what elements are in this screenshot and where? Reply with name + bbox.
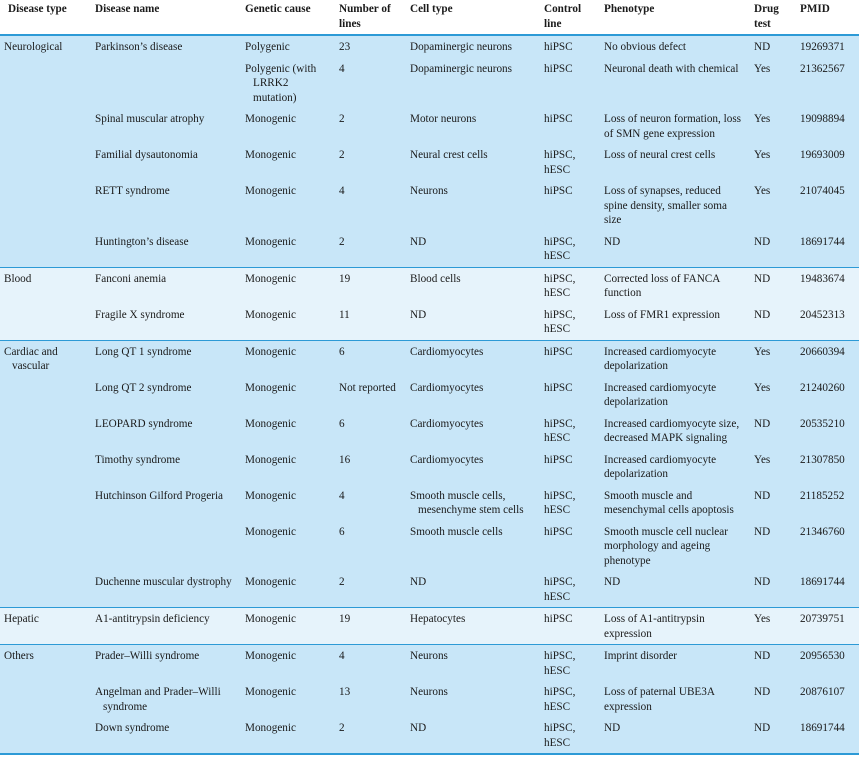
cell-type-cell: ND: [406, 231, 540, 268]
control-line-cell: hiPSC: [540, 521, 600, 572]
genetic-cause-cell: Polygenic (with LRRK2 mutation): [241, 58, 335, 109]
drug-test-cell: ND: [750, 521, 796, 572]
genetic-cause-cell: Monogenic: [241, 180, 335, 231]
genetic-cause-cell: Monogenic: [241, 144, 335, 180]
number-of-lines-cell: 2: [335, 231, 406, 268]
pmid-cell: 18691744: [796, 571, 859, 608]
drug-test-cell: Yes: [750, 449, 796, 485]
header-genetic-cause: Genetic cause: [245, 3, 311, 15]
phenotype-cell: Corrected loss of FANCA function: [600, 267, 750, 304]
disease-type-cell: [0, 304, 91, 341]
table-row: [0, 645, 859, 682]
disease-name-cell: Fanconi anemia: [91, 267, 241, 304]
phenotype-cell: Smooth muscle and mesenchymal cells apoptosis: [600, 485, 750, 521]
genetic-cause-cell: Monogenic: [241, 449, 335, 485]
control-line-cell: hiPSC: [540, 180, 600, 231]
drug-test-cell: Yes: [750, 180, 796, 231]
drug-test-cell: Yes: [750, 58, 796, 109]
disease-name-cell: Huntington’s disease: [91, 231, 241, 268]
pmid-cell: 19269371: [796, 35, 859, 58]
cell-type-cell: Neurons: [406, 681, 540, 717]
pmid-cell: 20535210: [796, 413, 859, 449]
drug-test-cell: ND: [750, 231, 796, 268]
table-row: [0, 35, 859, 58]
phenotype-cell: Neuronal death with chemical: [600, 58, 750, 109]
control-line-cell: hiPSC, hESC: [540, 231, 600, 268]
number-of-lines-cell: 2: [335, 144, 406, 180]
drug-test-cell: ND: [750, 645, 796, 682]
number-of-lines-cell: 2: [335, 108, 406, 144]
number-of-lines-cell: 11: [335, 304, 406, 341]
pmid-cell: 21074045: [796, 180, 859, 231]
header-phenotype: Phenotype: [604, 3, 655, 15]
header-pmid: PMID: [800, 3, 830, 15]
control-line-cell: hiPSC, hESC: [540, 413, 600, 449]
disease-name-cell: Prader–Willi syndrome: [91, 645, 241, 682]
disease-type-cell: [0, 521, 91, 572]
table-row: [0, 413, 859, 449]
genetic-cause-cell: Monogenic: [241, 267, 335, 304]
disease-name-cell: Parkinson’s disease: [91, 35, 241, 58]
control-line-cell: hiPSC: [540, 340, 600, 377]
number-of-lines-cell: 4: [335, 180, 406, 231]
table-row: [0, 231, 859, 268]
disease-name-cell: [91, 521, 241, 572]
header-number-of-lines: Number of lines: [339, 3, 391, 30]
pmid-cell: 21346760: [796, 521, 859, 572]
header-cell-type: Cell type: [410, 3, 453, 15]
pmid-cell: 20876107: [796, 681, 859, 717]
table-row: [0, 144, 859, 180]
genetic-cause-cell: Monogenic: [241, 608, 335, 645]
phenotype-cell: Increased cardiomyocyte size, decreased MAPK signaling: [600, 413, 750, 449]
genetic-cause-cell: Monogenic: [241, 340, 335, 377]
cell-type-cell: Smooth muscle cells, mesenchyme stem cells: [406, 485, 540, 521]
pmid-cell: 21362567: [796, 58, 859, 109]
disease-name-cell: LEOPARD syndrome: [91, 413, 241, 449]
genetic-cause-cell: Monogenic: [241, 304, 335, 341]
genetic-cause-cell: Monogenic: [241, 645, 335, 682]
genetic-cause-cell: Monogenic: [241, 717, 335, 754]
table-row: [0, 340, 859, 377]
pmid-cell: 20956530: [796, 645, 859, 682]
pmid-cell: 19693009: [796, 144, 859, 180]
phenotype-cell: Loss of A1-antitrypsin expression: [600, 608, 750, 645]
disease-type-cell: [0, 180, 91, 231]
phenotype-cell: Loss of FMR1 expression: [600, 304, 750, 341]
drug-test-cell: ND: [750, 35, 796, 58]
table-row: [0, 58, 859, 109]
genetic-cause-cell: Monogenic: [241, 571, 335, 608]
phenotype-cell: Smooth muscle cell nuclear morphology and ageing phenotype: [600, 521, 750, 572]
number-of-lines-cell: 13: [335, 681, 406, 717]
cell-type-cell: ND: [406, 304, 540, 341]
number-of-lines-cell: 4: [335, 645, 406, 682]
disease-name-cell: Duchenne muscular dystrophy: [91, 571, 241, 608]
cell-type-cell: Neurons: [406, 645, 540, 682]
control-line-cell: hiPSC: [540, 608, 600, 645]
drug-test-cell: Yes: [750, 108, 796, 144]
pmid-cell: 21307850: [796, 449, 859, 485]
cell-type-cell: Dopaminergic neurons: [406, 35, 540, 58]
drug-test-cell: ND: [750, 717, 796, 754]
disease-type-cell: [0, 571, 91, 608]
control-line-cell: hiPSC, hESC: [540, 717, 600, 754]
phenotype-cell: ND: [600, 717, 750, 754]
cell-type-cell: Cardiomyocytes: [406, 340, 540, 377]
pmid-cell: 20660394: [796, 340, 859, 377]
genetic-cause-cell: Monogenic: [241, 681, 335, 717]
cell-type-cell: Cardiomyocytes: [406, 413, 540, 449]
cell-type-cell: Neurons: [406, 180, 540, 231]
header-control-line: Control line: [544, 3, 582, 30]
disease-type-cell: Blood: [0, 267, 91, 304]
disease-name-cell: Timothy syndrome: [91, 449, 241, 485]
cell-type-cell: Smooth muscle cells: [406, 521, 540, 572]
header-row: [0, 0, 859, 35]
number-of-lines-cell: 23: [335, 35, 406, 58]
table-row: [0, 267, 859, 304]
number-of-lines-cell: 4: [335, 485, 406, 521]
phenotype-cell: Imprint disorder: [600, 645, 750, 682]
table-body: [0, 35, 859, 754]
number-of-lines-cell: 6: [335, 521, 406, 572]
control-line-cell: hiPSC, hESC: [540, 267, 600, 304]
phenotype-cell: ND: [600, 231, 750, 268]
table-row: [0, 608, 859, 645]
disease-name-cell: Familial dysautonomia: [91, 144, 241, 180]
drug-test-cell: ND: [750, 681, 796, 717]
control-line-cell: hiPSC: [540, 108, 600, 144]
cell-type-cell: Motor neurons: [406, 108, 540, 144]
table-row: [0, 108, 859, 144]
control-line-cell: hiPSC, hESC: [540, 681, 600, 717]
phenotype-cell: Increased cardiomyocyte depolarization: [600, 340, 750, 377]
pmid-cell: 20452313: [796, 304, 859, 341]
disease-type-cell: [0, 144, 91, 180]
disease-name-cell: Long QT 1 syndrome: [91, 340, 241, 377]
table-row: [0, 304, 859, 341]
disease-type-cell: [0, 377, 91, 413]
disease-type-cell: Others: [0, 645, 91, 682]
disease-type-cell: [0, 681, 91, 717]
disease-type-cell: [0, 58, 91, 109]
drug-test-cell: Yes: [750, 377, 796, 413]
control-line-cell: hiPSC, hESC: [540, 571, 600, 608]
table-header: [0, 0, 859, 35]
drug-test-cell: Yes: [750, 340, 796, 377]
pmid-cell: 18691744: [796, 717, 859, 754]
genetic-cause-cell: Monogenic: [241, 108, 335, 144]
control-line-cell: hiPSC: [540, 35, 600, 58]
table-row: [0, 377, 859, 413]
drug-test-cell: ND: [750, 413, 796, 449]
control-line-cell: hiPSC, hESC: [540, 645, 600, 682]
pmid-cell: 18691744: [796, 231, 859, 268]
cell-type-cell: Hepatocytes: [406, 608, 540, 645]
pmid-cell: 21185252: [796, 485, 859, 521]
table-row: [0, 449, 859, 485]
phenotype-cell: Loss of synapses, reduced spine density, smaller soma size: [600, 180, 750, 231]
disease-type-cell: [0, 485, 91, 521]
number-of-lines-cell: Not reported: [335, 377, 406, 413]
number-of-lines-cell: 19: [335, 608, 406, 645]
drug-test-cell: ND: [750, 485, 796, 521]
control-line-cell: hiPSC, hESC: [540, 144, 600, 180]
cell-type-cell: Blood cells: [406, 267, 540, 304]
cell-type-cell: Cardiomyocytes: [406, 449, 540, 485]
control-line-cell: hiPSC: [540, 58, 600, 109]
disease-type-cell: [0, 717, 91, 754]
number-of-lines-cell: 6: [335, 340, 406, 377]
genetic-cause-cell: Monogenic: [241, 413, 335, 449]
number-of-lines-cell: 16: [335, 449, 406, 485]
number-of-lines-cell: 4: [335, 58, 406, 109]
disease-name-cell: RETT syndrome: [91, 180, 241, 231]
disease-type-cell: [0, 108, 91, 144]
table-row: [0, 521, 859, 572]
pmid-cell: 19098894: [796, 108, 859, 144]
drug-test-cell: Yes: [750, 144, 796, 180]
drug-test-cell: ND: [750, 571, 796, 608]
disease-name-cell: [91, 58, 241, 109]
control-line-cell: hiPSC: [540, 377, 600, 413]
pmid-cell: 19483674: [796, 267, 859, 304]
table-row: [0, 717, 859, 754]
genetic-cause-cell: Monogenic: [241, 521, 335, 572]
cell-type-cell: Dopaminergic neurons: [406, 58, 540, 109]
header-disease-name: Disease name: [95, 3, 160, 15]
disease-type-cell: [0, 413, 91, 449]
disease-type-cell: [0, 449, 91, 485]
phenotype-cell: Loss of neural crest cells: [600, 144, 750, 180]
cell-type-cell: ND: [406, 717, 540, 754]
control-line-cell: hiPSC: [540, 449, 600, 485]
cell-type-cell: Neural crest cells: [406, 144, 540, 180]
phenotype-cell: ND: [600, 571, 750, 608]
genetic-cause-cell: Monogenic: [241, 377, 335, 413]
control-line-cell: hiPSC, hESC: [540, 485, 600, 521]
phenotype-cell: Increased cardiomyocyte depolarization: [600, 449, 750, 485]
disease-name-cell: Hutchinson Gilford Progeria: [91, 485, 241, 521]
table-row: [0, 180, 859, 231]
pmid-cell: 21240260: [796, 377, 859, 413]
genetic-cause-cell: Monogenic: [241, 231, 335, 268]
disease-name-cell: Fragile X syndrome: [91, 304, 241, 341]
disease-name-cell: Down syndrome: [91, 717, 241, 754]
disease-type-cell: [0, 231, 91, 268]
number-of-lines-cell: 2: [335, 717, 406, 754]
disease-type-cell: Hepatic: [0, 608, 91, 645]
disease-name-cell: Angelman and Prader–Willi syndrome: [91, 681, 241, 717]
table-row: [0, 571, 859, 608]
phenotype-cell: No obvious defect: [600, 35, 750, 58]
table-row: [0, 485, 859, 521]
pmid-cell: 20739751: [796, 608, 859, 645]
control-line-cell: hiPSC, hESC: [540, 304, 600, 341]
disease-name-cell: A1-antitrypsin deficiency: [91, 608, 241, 645]
phenotype-cell: Loss of neuron formation, loss of SMN gene expression: [600, 108, 750, 144]
number-of-lines-cell: 6: [335, 413, 406, 449]
drug-test-cell: ND: [750, 267, 796, 304]
number-of-lines-cell: 2: [335, 571, 406, 608]
disease-name-cell: Long QT 2 syndrome: [91, 377, 241, 413]
cell-type-cell: ND: [406, 571, 540, 608]
phenotype-cell: Loss of paternal UBE3A expression: [600, 681, 750, 717]
disease-type-cell: Cardiac and vascular: [0, 340, 91, 377]
genetic-cause-cell: Monogenic: [241, 485, 335, 521]
header-drug-test: Drug test: [754, 3, 779, 30]
number-of-lines-cell: 19: [335, 267, 406, 304]
drug-test-cell: ND: [750, 304, 796, 341]
table-row: [0, 681, 859, 717]
phenotype-cell: Increased cardiomyocyte depolarization: [600, 377, 750, 413]
cell-type-cell: Cardiomyocytes: [406, 377, 540, 413]
disease-name-cell: Spinal muscular atrophy: [91, 108, 241, 144]
genetic-cause-cell: Polygenic: [241, 35, 335, 58]
drug-test-cell: Yes: [750, 608, 796, 645]
disease-type-cell: Neurological: [0, 35, 91, 58]
header-disease-type: Disease type: [8, 3, 67, 15]
